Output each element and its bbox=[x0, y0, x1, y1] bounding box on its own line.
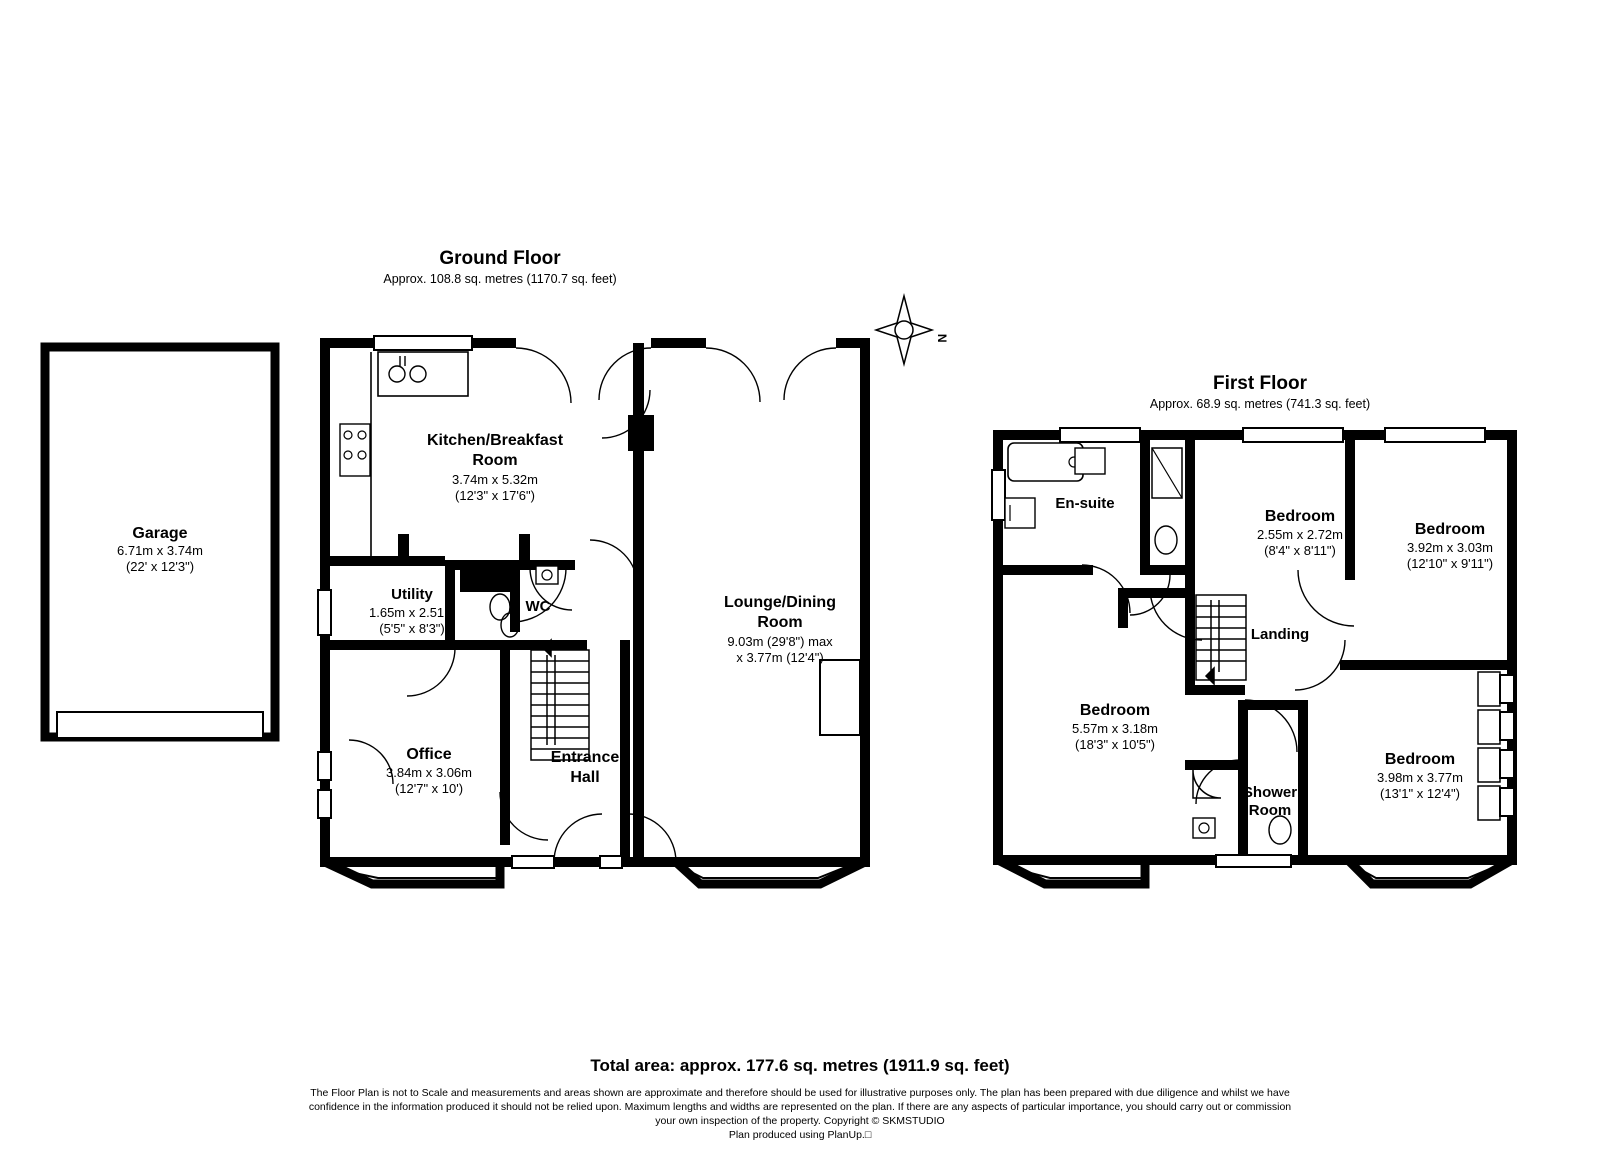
room-bedroom4-dim-m: 3.98m x 3.77m bbox=[1377, 770, 1463, 785]
room-shower-name: Shower bbox=[1242, 784, 1298, 801]
room-lounge-name: Lounge/Dining bbox=[724, 594, 836, 611]
room-lounge-dim-m: 9.03m (29'8") max bbox=[727, 634, 833, 649]
room-ensuite-name: En-suite bbox=[1055, 495, 1115, 512]
room-bedroom3-dim-ft: (18'3" x 10'5") bbox=[1075, 737, 1155, 752]
first-floor-title: First Floor bbox=[1213, 373, 1307, 394]
room-bedroom1-name: Bedroom bbox=[1264, 508, 1336, 525]
room-lounge-dim-ft: x 3.77m (12'4") bbox=[736, 650, 824, 665]
room-lounge-name2: Room bbox=[757, 614, 803, 631]
room-bedroom1-dim-m: 2.55m x 2.72m bbox=[1257, 527, 1343, 542]
room-bedroom3-name: Bedroom bbox=[1079, 702, 1151, 719]
room-utility-dim-ft: (5'5" x 8'3") bbox=[379, 621, 445, 636]
room-bedroom4-name: Bedroom bbox=[1384, 751, 1456, 768]
room-utility-dim-m: 1.65m x 2.51m bbox=[369, 605, 455, 620]
first-floor-subtitle: Approx. 68.9 sq. metres (741.3 sq. feet) bbox=[1149, 397, 1371, 411]
room-kitchen-dim-m: 3.74m x 5.32m bbox=[452, 472, 538, 487]
disclaimer-line-4: Plan produced using PlanUp.□ bbox=[728, 1129, 872, 1141]
room-bedroom1-dim-ft: (8'4" x 8'11") bbox=[1264, 543, 1336, 558]
ground-floor-title: Ground Floor bbox=[439, 248, 561, 269]
room-bedroom2-name: Bedroom bbox=[1414, 521, 1486, 538]
room-office-dim-ft: (12'7" x 10') bbox=[394, 781, 464, 796]
room-office-name: Office bbox=[406, 746, 452, 763]
room-utility-name: Utility bbox=[391, 586, 433, 603]
disclaimer-line-1: The Floor Plan is not to Scale and measurements and areas shown are approximate and therefore should be used for illustrative purposes only. The plan has been prepared with due diligence and whilst we have bbox=[310, 1087, 1290, 1099]
room-entrance-name: Entrance bbox=[550, 749, 620, 766]
room-garage-name: Garage bbox=[132, 525, 188, 542]
room-garage-dim-m: 6.71m x 3.74m bbox=[117, 543, 203, 558]
room-kitchen-dim-ft: (12'3" x 17'6") bbox=[455, 488, 535, 503]
room-garage-dim-ft: (22' x 12'3") bbox=[125, 559, 195, 574]
room-bedroom4-dim-ft: (13'1" x 12'4") bbox=[1380, 786, 1460, 801]
room-shower-name2: Room bbox=[1248, 802, 1292, 819]
disclaimer-line-2: confidence in the information produced it should not be relied upon. Maximum lengths and widths are represented on the plan. If there are any aspects of particular importance, you should carry out or commission bbox=[308, 1101, 1292, 1113]
room-bedroom2-dim-ft: (12'10" x 9'11") bbox=[1406, 556, 1494, 571]
disclaimer-line-3: your own inspection of the property. Copyright © SKMSTUDIO bbox=[655, 1115, 945, 1127]
room-bedroom2-dim-m: 3.92m x 3.03m bbox=[1407, 540, 1493, 555]
room-kitchen-name2: Room bbox=[472, 452, 518, 469]
room-entrance-name2: Hall bbox=[570, 769, 600, 786]
room-landing-name: Landing bbox=[1250, 626, 1310, 643]
total-area-text: Total area: approx. 177.6 sq. metres (1911.9 sq. feet) bbox=[590, 1056, 1010, 1075]
room-kitchen-name: Kitchen/Breakfast bbox=[426, 432, 564, 449]
ground-floor-subtitle: Approx. 108.8 sq. metres (1170.7 sq. feet) bbox=[383, 272, 617, 286]
room-office-dim-m: 3.84m x 3.06m bbox=[386, 765, 472, 780]
compass-rose bbox=[876, 296, 932, 364]
room-bedroom3-dim-m: 5.57m x 3.18m bbox=[1072, 721, 1158, 736]
compass-north-label: N bbox=[935, 333, 950, 343]
room-wc-name: WC bbox=[525, 598, 551, 615]
